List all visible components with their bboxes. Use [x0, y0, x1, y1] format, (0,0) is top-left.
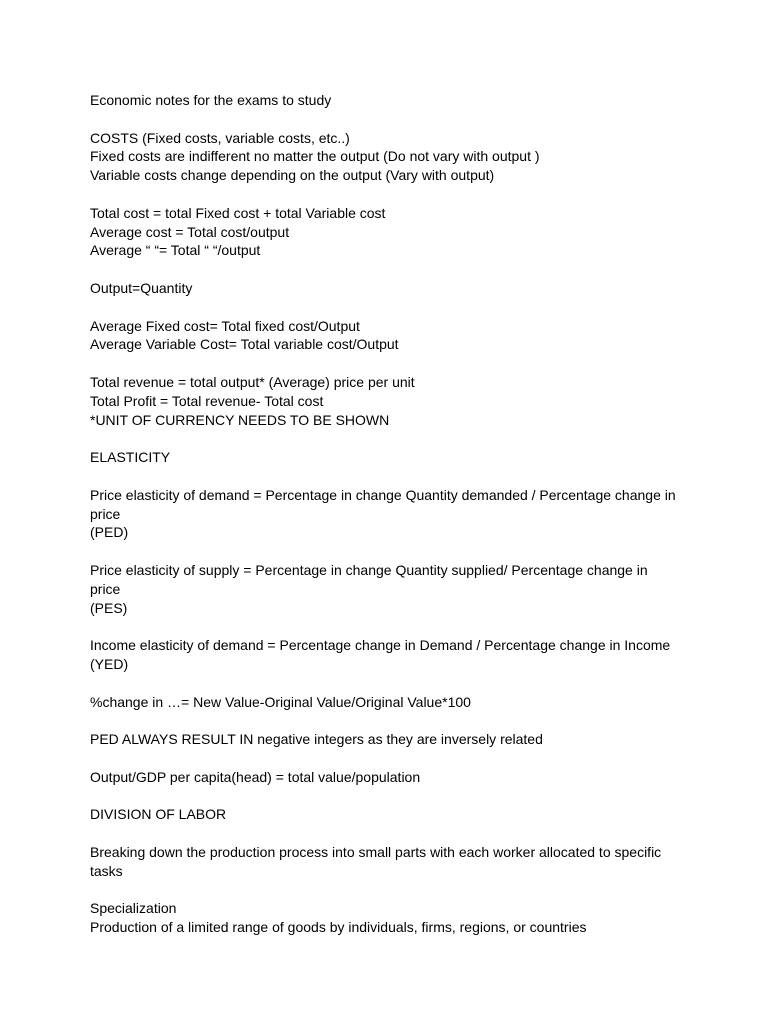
- text-line: Total Profit = Total revenue- Total cost: [90, 392, 324, 409]
- paragraph: [90, 373, 680, 429]
- paragraph: [90, 730, 680, 749]
- text-line: (PED): [90, 524, 129, 541]
- text-line: Specialization: [90, 900, 177, 917]
- text-line: Average Variable Cost= Total variable cost/Output: [90, 336, 399, 353]
- text-line: Output=Quantity: [90, 279, 193, 296]
- paragraph: [90, 693, 680, 712]
- paragraph: [90, 486, 680, 542]
- text-line: *UNIT OF CURRENCY NEEDS TO BE SHOWN: [90, 411, 390, 428]
- text-line: (YED): [90, 655, 129, 672]
- paragraph: [90, 279, 680, 298]
- paragraph: [90, 899, 680, 937]
- document-title: Economic notes for the exams to study: [90, 92, 332, 108]
- text-line: COSTS (Fixed costs, variable costs, etc..): [90, 129, 350, 146]
- text-line: Price elasticity of demand = Percentage in change Quantity demanded / Percentage change in price: [90, 486, 680, 522]
- text-line: Average cost = Total cost/output: [90, 223, 290, 240]
- paragraph: [90, 636, 680, 674]
- paragraph: [90, 561, 680, 617]
- text-line: PED ALWAYS RESULT IN negative integers as they are inversely related: [90, 731, 543, 748]
- text-line: Average Fixed cost= Total fixed cost/Output: [90, 317, 360, 334]
- text-line: (PES): [90, 599, 128, 616]
- text-line: %change in …= New Value-Original Value/Original Value*100: [90, 693, 471, 710]
- document-body: [90, 91, 680, 937]
- paragraph: [90, 129, 680, 185]
- paragraph: [90, 204, 680, 260]
- paragraph-list: [90, 129, 680, 937]
- document-title-paragraph: [90, 91, 680, 110]
- text-line: Fixed costs are indifferent no matter the output (Do not vary with output ): [90, 148, 540, 165]
- text-line: Total revenue = total output* (Average) price per unit: [90, 373, 415, 390]
- paragraph: [90, 448, 680, 467]
- text-line: Income elasticity of demand = Percentage change in Demand / Percentage change in Income: [90, 637, 671, 654]
- text-line: Total cost = total Fixed cost + total Variable cost: [90, 204, 386, 221]
- text-line: ELASTICITY: [90, 449, 171, 466]
- text-line: DIVISION OF LABOR: [90, 806, 227, 823]
- text-line: Variable costs change depending on the output (Vary with output): [90, 167, 495, 184]
- text-line: Average “ “= Total “ “/output: [90, 242, 261, 259]
- paragraph: [90, 805, 680, 824]
- text-line: Breaking down the production process into small parts with each worker allocated to specific tasks: [90, 843, 666, 879]
- paragraph: [90, 317, 680, 355]
- text-line: Price elasticity of supply = Percentage in change Quantity supplied/ Percentage change in price: [90, 561, 652, 597]
- paragraph: [90, 843, 680, 881]
- paragraph: [90, 768, 680, 787]
- text-line: Output/GDP per capita(head) = total value/population: [90, 768, 421, 785]
- text-line: Production of a limited range of goods by individuals, firms, regions, or countries: [90, 919, 587, 936]
